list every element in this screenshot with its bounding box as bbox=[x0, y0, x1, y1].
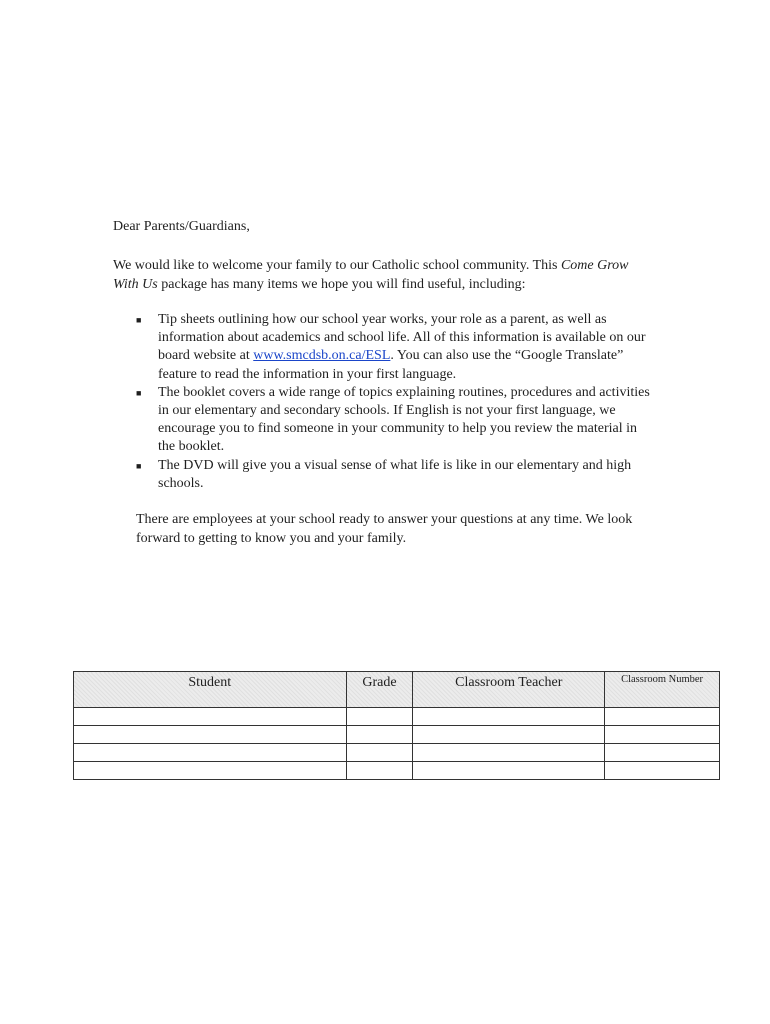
student-cell[interactable] bbox=[74, 708, 347, 726]
items-list bbox=[136, 311, 656, 493]
booklet-text: The booklet covers a wide range of topics explaining routines, procedures and activities in our elementary and secondary schools. If English is not your first language, we encourage you to find someone in your community to help you review the material in the booklet. bbox=[158, 384, 650, 455]
esl-website-link[interactable]: www.smcdsb.on.ca/ESL bbox=[253, 348, 391, 364]
translate-text: . You can also use the “Google Translate” feature to read the information in your first language. bbox=[158, 348, 624, 382]
square-bullet-icon: ■ bbox=[136, 460, 142, 471]
closing-paragraph: There are employees at your school ready to answer your questions at any time. We look forward to getting to know you and your family. bbox=[136, 512, 633, 546]
square-bullet-icon: ■ bbox=[136, 315, 142, 325]
teacher-cell[interactable] bbox=[413, 744, 605, 762]
student-cell[interactable] bbox=[74, 726, 347, 744]
grade-cell[interactable] bbox=[346, 708, 413, 726]
header-grade: Grade bbox=[346, 672, 413, 708]
header-classroom-teacher: Classroom Teacher bbox=[413, 672, 605, 708]
room-number-cell[interactable] bbox=[605, 744, 720, 762]
table-row bbox=[74, 744, 720, 762]
list-item bbox=[136, 311, 656, 384]
room-number-cell[interactable] bbox=[605, 762, 720, 780]
tip-sheets-text: Tip sheets outlining how our school year works, your role as a parent, as well as information about academics and school life. All of this information is available on our board website at bbox=[158, 312, 646, 364]
room-number-cell[interactable] bbox=[605, 726, 720, 744]
table-header-row bbox=[74, 672, 720, 708]
room-number-cell[interactable] bbox=[605, 708, 720, 726]
package-name: Come Grow With Us bbox=[113, 258, 629, 292]
header-classroom-number: Classroom Number bbox=[605, 672, 720, 708]
grade-cell[interactable] bbox=[346, 744, 413, 762]
dvd-text: The DVD will give you a visual sense of what life is like in our elementary and high schools. bbox=[158, 457, 632, 491]
list-item bbox=[136, 457, 656, 493]
student-cell[interactable] bbox=[74, 762, 347, 780]
grade-cell[interactable] bbox=[346, 726, 413, 744]
teacher-cell[interactable] bbox=[413, 708, 605, 726]
square-bullet-icon: ■ bbox=[136, 387, 142, 398]
grade-cell[interactable] bbox=[346, 762, 413, 780]
header-student: Student bbox=[74, 672, 347, 708]
intro-text-start: We would like to welcome your family to our Catholic school community. This bbox=[113, 258, 561, 273]
intro-paragraph bbox=[113, 256, 653, 294]
student-cell[interactable] bbox=[74, 744, 347, 762]
table-row bbox=[74, 726, 720, 744]
salutation: Dear Parents/Guardians, bbox=[113, 219, 250, 234]
teacher-cell[interactable] bbox=[413, 762, 605, 780]
table-row bbox=[74, 708, 720, 726]
list-item bbox=[136, 384, 656, 457]
student-info-table bbox=[73, 671, 720, 780]
intro-text-end: package has many items we hope you will find useful, including: bbox=[157, 277, 526, 292]
teacher-cell[interactable] bbox=[413, 726, 605, 744]
table-row bbox=[74, 762, 720, 780]
